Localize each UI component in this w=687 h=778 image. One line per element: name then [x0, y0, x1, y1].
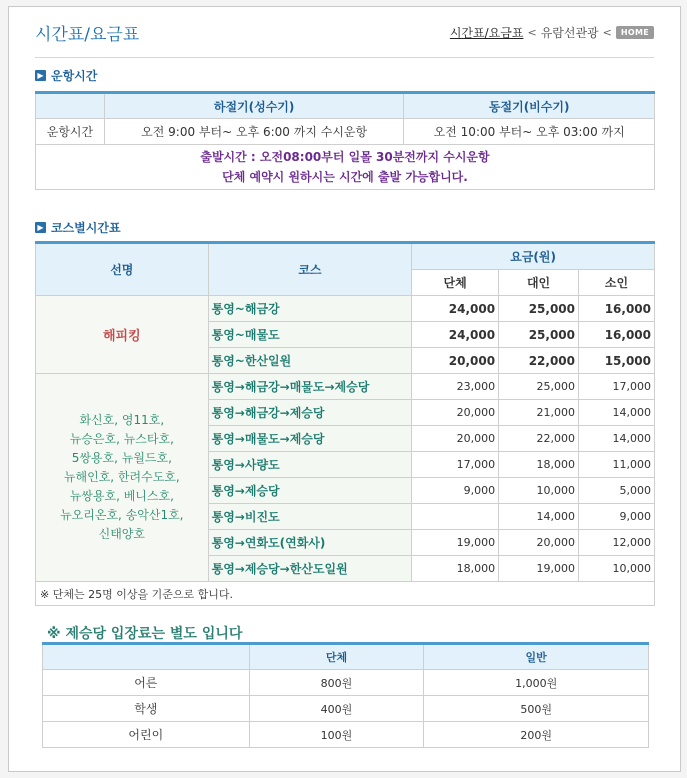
fee-group: 100원	[249, 722, 424, 748]
content-frame	[8, 6, 681, 772]
fare-group: 24,000	[412, 296, 499, 322]
table-header-empty	[36, 93, 105, 119]
fee-general: 1,000원	[424, 670, 649, 696]
table-header-course: 코스	[208, 243, 412, 296]
course-name: 통영→해금강→제승당	[208, 400, 412, 426]
fare-child: 12,000	[579, 530, 655, 556]
fare-child: 14,000	[579, 426, 655, 452]
fee-group: 400원	[249, 696, 424, 722]
fare-group: 23,000	[412, 374, 499, 400]
fare-col-child: 소인	[579, 269, 655, 296]
fare-child: 15,000	[579, 348, 655, 374]
course-name: 통영→연화도(연화사)	[208, 530, 412, 556]
course-name: 통영~해금강	[208, 296, 412, 322]
table-header-line: 선명	[36, 243, 209, 296]
course-name: 통영~매물도	[208, 322, 412, 348]
home-button[interactable]: HOME	[616, 26, 654, 39]
arrow-right-icon: ▶	[35, 222, 46, 233]
fare-col-adult: 대인	[499, 269, 579, 296]
ship-name-line: 뉴승은호, 뉴스타호,	[69, 432, 174, 446]
entry-fee-table	[42, 642, 649, 748]
group-footnote: ※ 단체는 25명 이상을 기준으로 합니다.	[36, 582, 655, 606]
winter-hours: 오전 10:00 부터~ 오후 03:00 까지	[404, 119, 655, 145]
fee-general: 200원	[424, 722, 649, 748]
fare-group: 20,000	[412, 348, 499, 374]
section-heading-operation	[35, 67, 97, 84]
visitor-type: 어린이	[43, 722, 250, 748]
section-heading-courses	[35, 219, 121, 236]
table-header-summer: 하절기(성수기)	[104, 93, 403, 119]
ship-name-line: 화신호, 영11호,	[79, 413, 165, 427]
fare-group	[412, 504, 499, 530]
fare-adult: 21,000	[499, 400, 579, 426]
page-title: 시간표/요금표	[35, 25, 140, 45]
ship-name-line: 뉴쌍용호, 베니스호,	[69, 489, 174, 503]
ship-name-line: 5쌍용호, 뉴월드호,	[71, 451, 172, 465]
table-row	[43, 722, 649, 748]
course-table	[35, 241, 655, 606]
table-header-group: 단체	[249, 644, 424, 670]
breadcrumb	[450, 24, 654, 41]
fare-child: 16,000	[579, 296, 655, 322]
table-header-winter: 동절기(비수기)	[404, 93, 655, 119]
section-title: 코스별시간표	[51, 221, 121, 235]
course-name: 통영→제승당→한산도일원	[208, 556, 412, 582]
ship-name-line: 뉴해인호, 한려수도호,	[63, 470, 180, 484]
fare-adult: 25,000	[499, 322, 579, 348]
fare-child: 10,000	[579, 556, 655, 582]
operation-note	[36, 145, 655, 190]
entry-fee-title: ※ 제승당 입장료는 별도 입니다	[47, 626, 243, 642]
fee-group: 800원	[249, 670, 424, 696]
ship-name-line: 뉴오리온호, 송악산1호,	[60, 508, 184, 522]
line-name-happyking: 해피킹	[36, 296, 209, 374]
table-row	[36, 296, 655, 322]
fare-adult: 25,000	[499, 374, 579, 400]
line-names-group	[36, 374, 209, 582]
fare-adult: 22,000	[499, 426, 579, 452]
fee-general: 500원	[424, 696, 649, 722]
table-row	[36, 374, 655, 400]
table-header-empty	[43, 644, 250, 670]
arrow-right-icon: ▶	[35, 70, 46, 81]
course-name: 통영~한산일원	[208, 348, 412, 374]
fare-child: 16,000	[579, 322, 655, 348]
fare-child: 5,000	[579, 478, 655, 504]
fare-adult: 22,000	[499, 348, 579, 374]
fare-adult: 25,000	[499, 296, 579, 322]
fare-group: 18,000	[412, 556, 499, 582]
table-header-fare: 요금(원)	[412, 243, 655, 270]
chevron-left-icon: <	[602, 26, 612, 39]
fare-child: 9,000	[579, 504, 655, 530]
fare-adult: 14,000	[499, 504, 579, 530]
fare-group: 20,000	[412, 426, 499, 452]
row-label: 운항시간	[36, 119, 105, 145]
visitor-type: 어른	[43, 670, 250, 696]
fare-group: 17,000	[412, 452, 499, 478]
course-name: 통영→해금강→매물도→제승당	[208, 374, 412, 400]
fare-adult: 18,000	[499, 452, 579, 478]
fare-group: 19,000	[412, 530, 499, 556]
fare-group: 9,000	[412, 478, 499, 504]
chevron-left-icon: <	[527, 26, 537, 39]
fare-child: 17,000	[579, 374, 655, 400]
fare-child: 11,000	[579, 452, 655, 478]
fare-group: 24,000	[412, 322, 499, 348]
operation-table	[35, 91, 655, 190]
breadcrumb-item-cruise[interactable]: 유람선관광	[540, 26, 599, 40]
title-divider	[35, 57, 654, 58]
course-name: 통영→매물도→제승당	[208, 426, 412, 452]
table-row	[43, 670, 649, 696]
table-row	[43, 696, 649, 722]
fare-adult: 10,000	[499, 478, 579, 504]
fare-group: 20,000	[412, 400, 499, 426]
course-name: 통영→제승당	[208, 478, 412, 504]
fare-col-group: 단체	[412, 269, 499, 296]
note-line: 출발시간 : 오전08:00부터 일몰 30분전까지 수시운항	[200, 150, 490, 164]
fare-adult: 19,000	[499, 556, 579, 582]
fare-child: 14,000	[579, 400, 655, 426]
note-line: 단체 예약시 원하시는 시간에 출발 가능합니다.	[222, 170, 468, 184]
visitor-type: 학생	[43, 696, 250, 722]
course-name: 통영→비진도	[208, 504, 412, 530]
breadcrumb-current[interactable]: 시간표/요금표	[449, 26, 524, 40]
fare-adult: 20,000	[499, 530, 579, 556]
summer-hours: 오전 9:00 부터~ 오후 6:00 까지 수시운항	[104, 119, 403, 145]
course-name: 통영→사량도	[208, 452, 412, 478]
ship-name-line: 신태양호	[98, 527, 145, 541]
table-header-general: 일반	[424, 644, 649, 670]
section-title: 운항시간	[51, 69, 98, 83]
